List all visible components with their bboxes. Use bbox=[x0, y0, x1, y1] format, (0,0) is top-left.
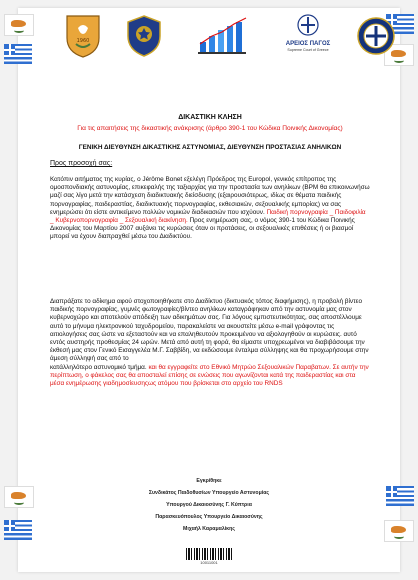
cyprus-flag-bottom-left bbox=[4, 486, 34, 508]
cyprus-flag-top-left bbox=[4, 14, 34, 36]
cyprus-flag-bottom-right bbox=[384, 520, 414, 542]
areios-pagos-caption: ΑΡΕΙΟΣ ΠΑΓΟΣ bbox=[285, 41, 331, 47]
paragraph-1-text-b: Προς ενημέρωση σας, ο νόμος 390-1 του Κώδικα Ποινικής Δικονομίας του Μαρτίου 2007 αυξάνει τις κυρώσεις όταν οι προτάσεις, οι σεξουαλικές επιθέσεις ή οι βιασμοί μπορεί να έχουν διαπραχθεί μέσω του Διαδικτύου. bbox=[50, 217, 355, 241]
barcode bbox=[186, 548, 232, 565]
document-subtitle: Για τις απαιτήσεις της δικαστικής ανάκρισης (άρθρο 390-1 του Κώδικα Ποινικής Δικονομίας) bbox=[77, 125, 343, 132]
paragraph-1 bbox=[50, 176, 370, 242]
paragraph-1-text-a: Κατόπιν αιτήματος της κυρίας, ο Jérôme Bonet εξελέγη Πρόεδρος της Europol, γενικός επίτροπος της ομοσπονδιακής αστυνομίας, επικεφαλής της ταξιαρχίας για την προστασία των ανηλίκων (BPM θα επικοινωνήσω μαζί σας λίγο μετά την κατάσχεση διαδικτυακής διείσδυσης (εξαιρουσιότερως, ιδίως σε θέματα παιδικής πορνογραφίας, παιδεραστίας, διαδικτυακής πορνογραφίας, εκθεσιακών, σεξουαλικής εμπορίας) να σας ενημερώσει ότι είστε αντικείμενο πολλών νομικών διαδικασιών που ισχύουν. bbox=[50, 176, 370, 216]
footer-line-4: Παρασκευόπουλος Υπουργείο Δικαιοσύνης bbox=[155, 514, 263, 520]
greek-emblem-icon bbox=[297, 14, 319, 36]
hellenic-police-emblem-icon bbox=[356, 14, 396, 58]
footer bbox=[78, 478, 340, 533]
header-logos bbox=[52, 12, 366, 64]
footer-approved: Εγκρίθηκε bbox=[196, 478, 222, 484]
document-title: ΔΙΚΑΣΤΙΚΗ ΚΛΗΣΗ bbox=[178, 114, 242, 121]
areios-pagos-logo bbox=[278, 14, 338, 58]
salutation bbox=[50, 160, 370, 168]
footer-signatory: Μιχαήλ Καραμαλίκης bbox=[183, 526, 235, 532]
barcode-bars bbox=[186, 548, 232, 560]
paragraph-2 bbox=[50, 298, 370, 388]
paragraph-2-text-a: Διαπράξατε το αδίκημα αφού στοχοποιηθήκατε στο Διαδίκτυο (δικτυακός τόπος διαφήμισης), η προβολή βίντεο παιδικής πορνογραφίας, γυμνές φωτογραφίες/βίντεο ανηλίκων καταγράφηκαν από την αστυνομία μας στον κυβερνοχώρο και αποτελούν απόδειξη των αδικημάτων σας. Για λόγους εμπιστευτικότητας, σας αποστέλλουμε αυτό το μήνυμα ηλεκτρονικού ταχυδρομείου, παρακαλείστε να ακουστείτε μέσω e-mail γράφοντας τις αιτιολογήσεις σας ώστε να εξεταστούν και να επαληθευτούν προκειμένου να αξιολογηθούν οι κυρώσεις. αυτό εντός αυστηρής προθεσμίας 24 ωρών. Μετά από αυτή τη φορά, θα είμαστε υποχρεωμένοι να διαβιβάσουμε την έκθεσή μας στον Γενικό Εισαγγελέα Μ.Γ. Σαββίδη, να εκδώσουμε ένταλμα σύλληψης και θα προχωρήσουμε στην άμεση σύλληψή σας από το bbox=[50, 298, 369, 363]
greek-flag-bottom-left bbox=[4, 520, 32, 540]
footer-line-2: Συνδικάτος Παιδοθυσίων Υπουργείο Αστυνομίας bbox=[148, 490, 270, 496]
barcode-number: 10011001 bbox=[200, 560, 218, 565]
areios-pagos-subcaption: Supreme Court of Greece bbox=[287, 48, 329, 52]
greek-flag-top-left bbox=[4, 44, 32, 64]
greek-flag-bottom-right bbox=[386, 486, 414, 506]
paragraph-1-red-text: Παιδική πορνογραφία _ Παιδοφιλία _ Κυβερνοπορνογραφία _ Σεξουαλική διακίνηση. bbox=[50, 208, 366, 225]
document-page bbox=[18, 8, 400, 572]
footer-line-3: Υπουργού Δικαιοσύνης Γ. Κύπτρια bbox=[166, 502, 252, 508]
salutation-text: Προς προσοχή σας: bbox=[50, 160, 113, 167]
paragraph-2-red-text: και θα εγγραφείτε στο Εθνικό Μητρώο Σεξουαλικών Παραβατων. Σε αυτήν την περίπτωση, ο φάκελος σας θα αποσταλεί επίσης σε ενώσεις που αγωνίζονται κατά της παιδεραστίας και στα μέσα ενημέρωσης γιαδημοσίευσηςως ατόμου που βρίσκεται στο αρχείο του RNDS bbox=[50, 363, 369, 388]
cyprus-coat-of-arms-icon bbox=[64, 14, 102, 58]
department-heading: ΓΕΝΙΚΗ ΔΙΕΥΘΥΝΣΗ ΔΙΚΑΣΤΙΚΗΣ ΑΣΤΥΝΟΜΙΑΣ, ΔΙΕΥΘΥΝΣΗ ΠΡΟΣΤΑΣΙΑΣ ΑΝΗΛΙΚΩΝ bbox=[78, 144, 342, 151]
paragraph-2-text-b: κατάλληλότερο αστυνομικό τμήμα. bbox=[50, 363, 147, 371]
statistics-logo-icon bbox=[194, 14, 258, 58]
police-badge-icon bbox=[124, 14, 164, 58]
svg-text:1960: 1960 bbox=[76, 38, 90, 44]
